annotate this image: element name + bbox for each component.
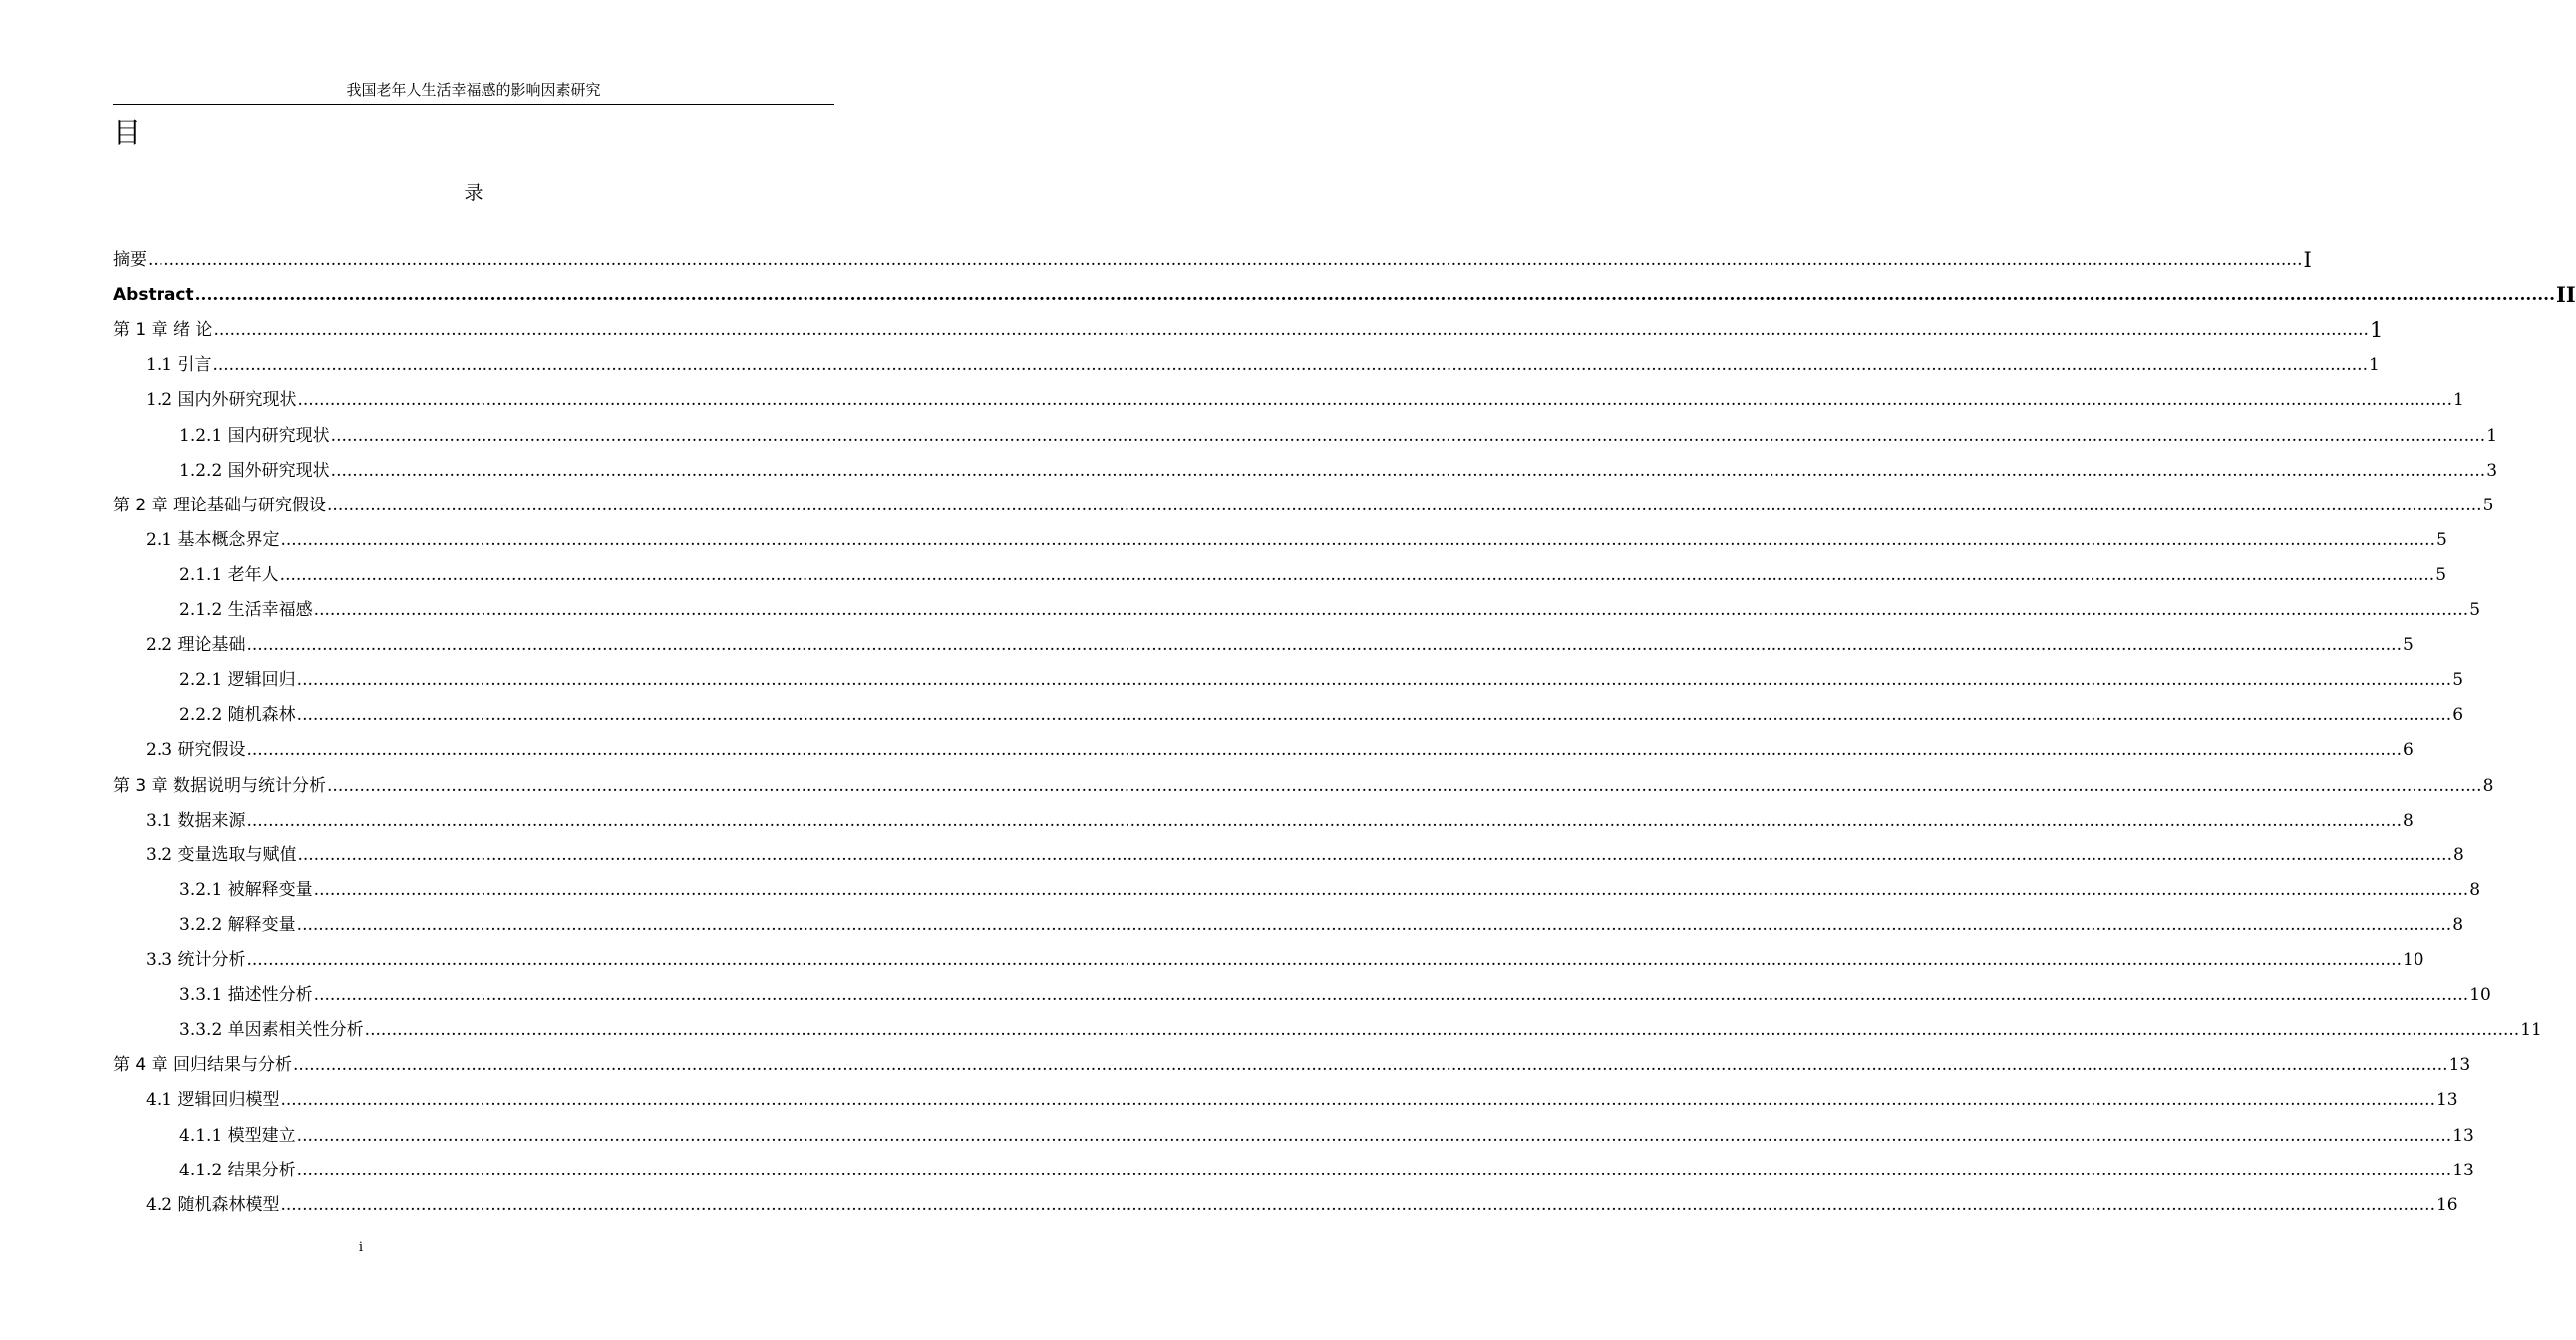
toc-dot-leader: ................................................................................................................................................................................................................................................................................................................................................................................................................ [280,1090,2435,1111]
toc-dot-leader: ................................................................................................................................................................................................................................................................................................................................................................................................................ [296,705,2452,726]
toc-entry[interactable] [113,656,2464,691]
toc-entry[interactable] [113,1112,2474,1147]
toc-entry[interactable] [113,936,2424,971]
toc-dot-leader: ................................................................................................................................................................................................................................................................................................................................................................................................................ [296,1125,2452,1146]
toc-entry[interactable] [113,376,2464,411]
toc-dot-leader: ................................................................................................................................................................................................................................................................................................................................................................................................................ [330,460,2486,481]
toc-entry-label: 4.1 逻辑回归模型 [146,1090,280,1111]
toc-entry-label: 3.3.2 单因素相关性分析 [179,1020,364,1041]
toc-dot-leader: ................................................................................................................................................................................................................................................................................................................................................................................................................ [212,355,2368,376]
toc-title-part2: 录 [464,182,483,204]
toc-dot-leader: ................................................................................................................................................................................................................................................................................................................................................................................................................ [280,1194,2435,1215]
toc-dot-leader: ................................................................................................................................................................................................................................................................................................................................................................................................................ [246,635,2402,656]
toc-dot-leader: ................................................................................................................................................................................................................................................................................................................................................................................................................ [148,250,2303,270]
toc-entry-page: 8 [2452,844,2464,865]
toc-entry-page: 1 [2486,425,2498,446]
toc-entry-label: 1.2 国内外研究现状 [146,390,297,411]
toc-entry[interactable] [113,1006,2542,1041]
toc-entry-label: 第 1 章 绪 论 [113,320,213,341]
toc-dot-leader: ................................................................................................................................................................................................................................................................................................................................................................................................................ [297,844,2452,865]
toc-entry[interactable] [113,901,2464,936]
toc-title-part1: 目 [113,116,142,149]
toc-entry-page: 5 [2435,529,2447,550]
toc-entry[interactable] [113,306,2384,343]
toc-entry[interactable] [113,271,2576,308]
toc-entry-label: 4.1.1 模型建立 [179,1125,296,1146]
toc-entry-page: 11 [2520,1020,2542,1041]
toc-entry-page: 6 [2452,705,2464,726]
toc-dot-leader: ................................................................................................................................................................................................................................................................................................................................................................................................................ [296,1160,2452,1180]
toc-entry-page: 13 [2452,1160,2474,1180]
toc-entry-page: 8 [2452,914,2464,935]
toc-entry-label: 第 3 章 数据说明与统计分析 [113,775,327,796]
toc-dot-leader: ................................................................................................................................................................................................................................................................................................................................................................................................................ [293,1055,2448,1076]
toc-entry-label: 2.1.1 老年人 [179,564,279,585]
toc-entry-page: 3 [2486,460,2498,481]
toc-entry[interactable] [113,1147,2474,1181]
toc-entry[interactable] [113,447,2498,482]
toc-entry[interactable] [113,516,2447,551]
toc-entry[interactable] [113,971,2491,1006]
toc-entry-label: 3.3 统计分析 [146,950,246,970]
toc-entry-label: 3.2.1 被解释变量 [179,879,313,900]
toc-entry-label: 1.2.1 国内研究现状 [179,425,330,446]
toc-entry[interactable] [113,412,2498,447]
toc-entry[interactable] [113,482,2494,516]
toc-entry-label: 第 2 章 理论基础与研究假设 [113,495,327,515]
toc-entry[interactable] [113,551,2447,586]
toc-entry-page: 1 [2369,318,2384,343]
running-header: 我国老年人生活幸福感的影响因素研究 [346,81,601,99]
toc-entry-label: 3.2.2 解释变量 [179,914,296,935]
toc-entry[interactable] [113,726,2414,761]
toc-entry[interactable] [113,1041,2471,1076]
toc-entry[interactable] [113,797,2414,832]
toc-entry-label: 2.1 基本概念界定 [146,529,280,550]
toc-entry[interactable] [113,832,2464,866]
toc-entry-page: 6 [2402,740,2414,761]
toc-dot-leader: ................................................................................................................................................................................................................................................................................................................................................................................................................ [194,285,2556,306]
toc-entry-label: 2.2 理论基础 [146,635,246,656]
toc-entry[interactable] [113,1181,2458,1216]
toc-entry-page: 1 [2368,355,2380,376]
toc-entry[interactable] [113,341,2380,376]
toc-entry-label: 3.2 变量选取与赋值 [146,844,297,865]
toc-entry[interactable] [113,586,2481,621]
toc-entry-label: 2.2.2 随机森林 [179,705,296,726]
toc-dot-leader: ................................................................................................................................................................................................................................................................................................................................................................................................................ [279,564,2435,585]
toc-entry-page: 5 [2452,670,2464,691]
toc-entry[interactable] [113,866,2481,901]
toc-entry-label: 1.1 引言 [146,355,212,376]
toc-entry[interactable] [113,1076,2458,1111]
toc-entry-page: 5 [2435,564,2447,585]
toc-entry[interactable] [113,691,2464,726]
toc-entry-page: 13 [2435,1090,2458,1111]
toc-entry[interactable] [113,762,2494,797]
toc-entry-page: 10 [2402,950,2424,970]
toc-entry-label: Abstract [113,285,194,306]
page-number: i [358,1240,364,1255]
toc-entry-label: 2.3 研究假设 [146,740,246,761]
toc-dot-leader: ................................................................................................................................................................................................................................................................................................................................................................................................................ [297,390,2452,411]
toc-dot-leader: ................................................................................................................................................................................................................................................................................................................................................................................................................ [296,914,2452,935]
toc-dot-leader: ................................................................................................................................................................................................................................................................................................................................................................................................................ [313,600,2469,620]
toc-entry-page: 1 [2452,390,2464,411]
toc-dot-leader: ................................................................................................................................................................................................................................................................................................................................................................................................................ [213,320,2369,341]
toc-entry[interactable] [113,236,2312,272]
toc-entry-page: 8 [2469,879,2481,900]
toc-entry-label: 2.1.2 生活幸福感 [179,600,313,620]
toc-entry-page: 8 [2482,775,2494,796]
toc-entry-page: 10 [2469,985,2491,1006]
toc-entry-page: 13 [2448,1055,2471,1076]
toc-entry-label: 3.3.1 描述性分析 [179,985,313,1006]
toc-entry-label: 1.2.2 国外研究现状 [179,460,330,481]
toc-entry-page: I [2303,248,2312,272]
toc-entry-page: 8 [2402,810,2414,831]
toc-entry-page: II [2556,282,2576,308]
toc-entry-label: 2.2.1 逻辑回归 [179,670,296,691]
toc-dot-leader: ................................................................................................................................................................................................................................................................................................................................................................................................................ [280,529,2435,550]
toc-entry-page: 13 [2452,1125,2474,1146]
toc-dot-leader: ................................................................................................................................................................................................................................................................................................................................................................................................................ [313,985,2469,1006]
toc-entry-label: 4.2 随机森林模型 [146,1194,280,1215]
toc-entry-page: 16 [2435,1194,2458,1215]
toc-dot-leader: ................................................................................................................................................................................................................................................................................................................................................................................................................ [364,1020,2520,1041]
toc-dot-leader: ................................................................................................................................................................................................................................................................................................................................................................................................................ [327,775,2482,796]
toc-dot-leader: ................................................................................................................................................................................................................................................................................................................................................................................................................ [296,670,2452,691]
toc-entry-label: 摘要 [113,250,147,270]
toc-dot-leader: ................................................................................................................................................................................................................................................................................................................................................................................................................ [246,810,2402,831]
toc-dot-leader: ................................................................................................................................................................................................................................................................................................................................................................................................................ [313,879,2469,900]
toc-entry-page: 5 [2482,495,2494,515]
header-rule [113,104,834,105]
toc-entry[interactable] [113,621,2414,656]
toc-entry-page: 5 [2469,600,2481,620]
toc-dot-leader: ................................................................................................................................................................................................................................................................................................................................................................................................................ [246,950,2402,970]
toc-dot-leader: ................................................................................................................................................................................................................................................................................................................................................................................................................ [327,495,2482,515]
toc-entry-page: 5 [2402,635,2414,656]
toc-dot-leader: ................................................................................................................................................................................................................................................................................................................................................................................................................ [246,740,2402,761]
toc-entry-label: 4.1.2 结果分析 [179,1160,296,1180]
toc-entry-label: 第 4 章 回归结果与分析 [113,1055,293,1076]
toc-entry-label: 3.1 数据来源 [146,810,246,831]
toc-dot-leader: ................................................................................................................................................................................................................................................................................................................................................................................................................ [330,425,2486,446]
